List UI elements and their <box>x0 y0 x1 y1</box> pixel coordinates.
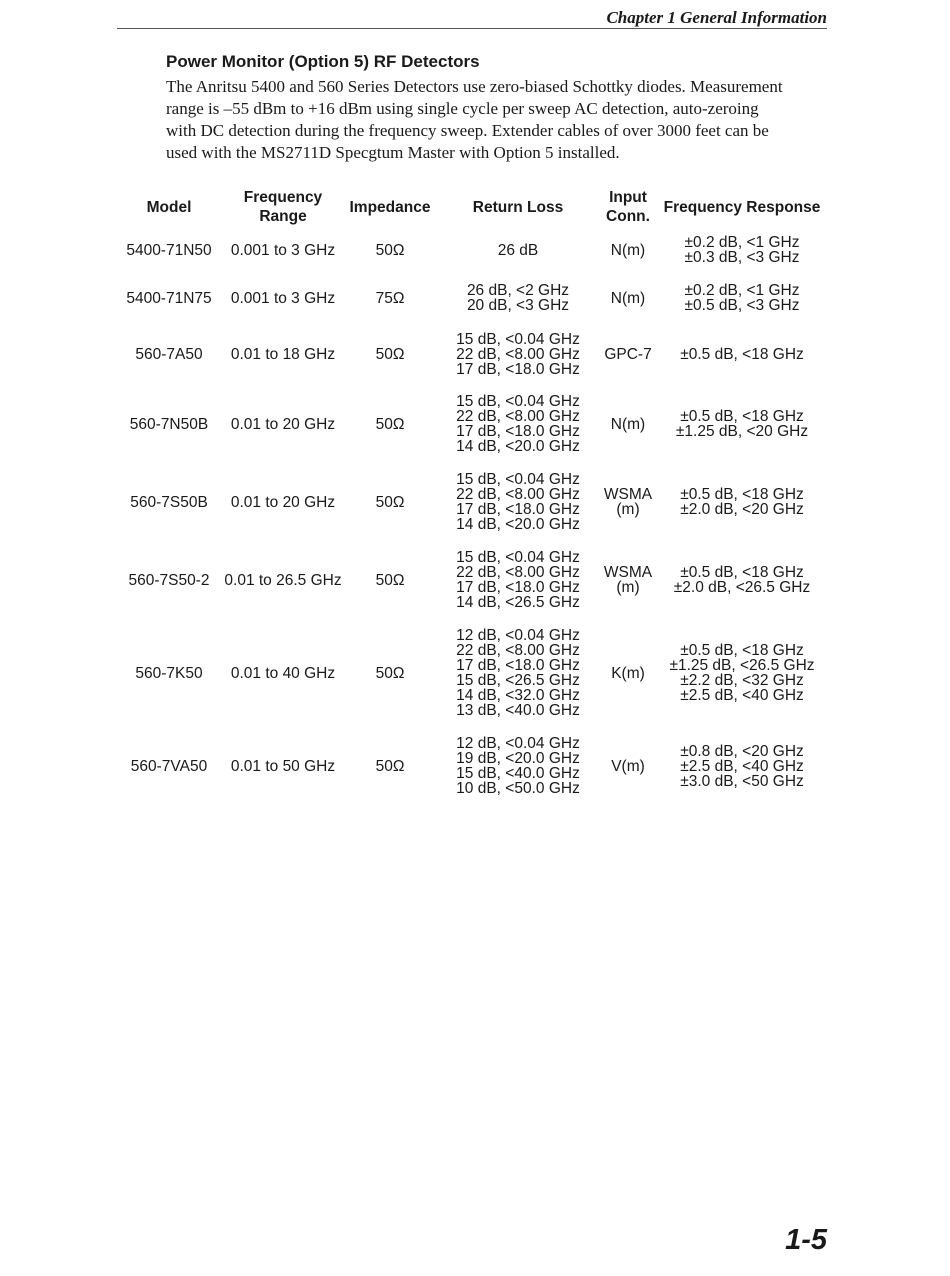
header-model <box>114 198 224 217</box>
cell-model <box>114 495 224 510</box>
cell-return-loss <box>443 628 593 718</box>
cell-text: 0.01 to 40 GHz <box>230 664 336 682</box>
cell-text: 26 dB <box>497 241 539 259</box>
cell-return-loss <box>443 550 593 610</box>
cell-text: 17 dB, <18.0 GHz <box>456 657 580 674</box>
cell-text: 14 dB, <32.0 GHz <box>456 687 580 704</box>
header-text: Conn. <box>606 208 650 225</box>
cell-frequency-range <box>218 759 348 774</box>
cell-text: 560-7VA50 <box>130 757 208 775</box>
cell-text: 15 dB, <26.5 GHz <box>456 672 580 689</box>
cell-text: 14 dB, <20.0 GHz <box>456 516 580 533</box>
cell-frequency-range <box>218 573 348 588</box>
cell-impedance <box>340 347 440 362</box>
cell-text: 50Ω <box>375 757 405 775</box>
cell-text: 12 dB, <0.04 GHz <box>456 627 580 644</box>
cell-text: ±0.2 dB, <1 GHz <box>684 282 800 299</box>
cell-text: ±0.5 dB, <18 GHz <box>680 564 804 581</box>
cell-text: 50Ω <box>375 664 405 682</box>
header-frequency-range <box>218 188 348 226</box>
cell-text: ±2.5 dB, <40 GHz <box>680 757 804 775</box>
cell-text: 50Ω <box>375 241 405 259</box>
cell-text: 10 dB, <50.0 GHz <box>456 780 580 797</box>
cell-model <box>114 759 224 774</box>
cell-text: GPC-7 <box>604 345 652 363</box>
cell-text: 15 dB, <0.04 GHz <box>456 471 580 488</box>
cell-return-loss <box>443 283 593 313</box>
cell-input-conn <box>593 487 663 517</box>
cell-text: 0.01 to 26.5 GHz <box>224 571 342 589</box>
cell-frequency-response <box>657 643 827 703</box>
header-frequency-response <box>657 198 827 217</box>
header-text: Input <box>609 189 647 206</box>
cell-return-loss <box>443 472 593 532</box>
intro-line: used with the MS2711D Specgtum Master with Option 5 installed. <box>166 143 620 162</box>
cell-text: ±0.8 dB, <20 GHz <box>680 742 804 760</box>
cell-model <box>114 291 224 306</box>
cell-text: ±2.0 dB, <20 GHz <box>680 501 804 518</box>
cell-text: ±0.5 dB, <18 GHz <box>680 408 804 425</box>
cell-text: 17 dB, <18.0 GHz <box>456 423 580 440</box>
cell-text: 5400-71N50 <box>126 241 212 259</box>
cell-text: 0.001 to 3 GHz <box>230 241 336 259</box>
header-input-conn <box>593 188 663 226</box>
cell-text: 17 dB, <18.0 GHz <box>456 360 580 378</box>
cell-text: ±2.0 dB, <26.5 GHz <box>673 579 811 596</box>
cell-text: WSMA <box>603 564 653 581</box>
cell-text: 50Ω <box>375 415 405 433</box>
cell-text: 560-7K50 <box>135 664 203 682</box>
cell-impedance <box>340 759 440 774</box>
cell-text: 50Ω <box>375 493 405 511</box>
cell-text: 0.01 to 50 GHz <box>230 757 336 775</box>
cell-text: 22 dB, <8.00 GHz <box>456 642 580 659</box>
cell-model <box>114 347 224 362</box>
cell-text: ±0.5 dB, <3 GHz <box>684 297 800 314</box>
cell-text: 14 dB, <26.5 GHz <box>456 594 580 611</box>
header-text: Frequency Response <box>663 198 821 216</box>
cell-input-conn <box>593 347 663 362</box>
cell-impedance <box>340 573 440 588</box>
cell-text: ±0.3 dB, <3 GHz <box>684 249 800 266</box>
cell-frequency-range <box>218 495 348 510</box>
cell-impedance <box>340 291 440 306</box>
cell-return-loss <box>443 736 593 796</box>
running-head <box>117 8 827 29</box>
cell-impedance <box>340 243 440 258</box>
cell-text: ±1.25 dB, <26.5 GHz <box>669 657 815 674</box>
cell-text: 15 dB, <0.04 GHz <box>456 549 580 566</box>
cell-text: 17 dB, <18.0 GHz <box>456 501 580 518</box>
header-text: Range <box>259 208 307 225</box>
intro-line: The Anritsu 5400 and 560 Series Detectors use zero-biased Schottky diodes. Measurement <box>166 77 783 96</box>
cell-text: (m) <box>616 501 640 518</box>
cell-text: 20 dB, <3 GHz <box>466 297 570 314</box>
cell-frequency-response <box>657 235 827 265</box>
cell-text: 15 dB, <0.04 GHz <box>456 393 580 410</box>
cell-text: 0.01 to 20 GHz <box>230 493 336 511</box>
cell-text: 15 dB, <40.0 GHz <box>456 765 580 782</box>
cell-frequency-response <box>657 409 827 439</box>
cell-input-conn <box>593 291 663 306</box>
cell-return-loss <box>443 243 593 258</box>
cell-text: N(m) <box>610 289 646 307</box>
cell-return-loss <box>443 332 593 377</box>
cell-frequency-response <box>657 283 827 313</box>
cell-text: ±1.25 dB, <20 GHz <box>675 423 809 440</box>
cell-frequency-range <box>218 347 348 362</box>
header-impedance <box>340 198 440 217</box>
section-title: Power Monitor (Option 5) RF Detectors <box>166 52 480 71</box>
cell-text: 22 dB, <8.00 GHz <box>456 408 580 425</box>
cell-text: ±0.2 dB, <1 GHz <box>684 234 800 251</box>
cell-text: 0.001 to 3 GHz <box>230 289 336 307</box>
cell-text: ±0.5 dB, <18 GHz <box>680 642 804 659</box>
cell-text: 19 dB, <20.0 GHz <box>456 750 580 767</box>
cell-text: N(m) <box>610 241 646 259</box>
cell-frequency-range <box>218 666 348 681</box>
cell-text: K(m) <box>611 664 645 682</box>
cell-text: 560-7S50-2 <box>128 571 210 589</box>
cell-input-conn <box>593 243 663 258</box>
cell-text: 560-7N50B <box>129 415 209 433</box>
cell-text: 12 dB, <0.04 GHz <box>456 735 580 752</box>
cell-text: 560-7A50 <box>135 345 203 363</box>
cell-input-conn <box>593 417 663 432</box>
header-text: Frequency <box>243 189 323 206</box>
cell-frequency-range <box>218 291 348 306</box>
cell-text: V(m) <box>611 757 645 775</box>
cell-text: 14 dB, <20.0 GHz <box>456 438 580 455</box>
cell-text: 15 dB, <0.04 GHz <box>456 330 580 348</box>
cell-text: 75Ω <box>375 289 405 307</box>
page-number: 1-5 <box>785 1224 827 1256</box>
cell-text: 0.01 to 20 GHz <box>230 415 336 433</box>
cell-impedance <box>340 666 440 681</box>
cell-input-conn <box>593 666 663 681</box>
cell-text: ±0.5 dB, <18 GHz <box>680 345 804 363</box>
cell-input-conn <box>593 565 663 595</box>
cell-text: 22 dB, <8.00 GHz <box>456 486 580 503</box>
cell-text: 560-7S50B <box>130 493 208 511</box>
cell-text: 0.01 to 18 GHz <box>230 345 336 363</box>
cell-text: WSMA <box>603 486 653 503</box>
header-return-loss <box>443 198 593 217</box>
cell-return-loss <box>443 394 593 454</box>
cell-text: ±0.5 dB, <18 GHz <box>680 486 804 503</box>
cell-model <box>114 243 224 258</box>
cell-text: 26 dB, <2 GHz <box>466 282 570 299</box>
header-text: Model <box>146 198 192 216</box>
cell-frequency-response <box>657 487 827 517</box>
cell-text: 17 dB, <18.0 GHz <box>456 579 580 596</box>
cell-text: ±2.2 dB, <32 GHz <box>680 672 804 689</box>
cell-text: (m) <box>616 579 640 596</box>
cell-text: N(m) <box>610 415 646 433</box>
cell-model <box>114 417 224 432</box>
cell-text: 13 dB, <40.0 GHz <box>456 702 580 719</box>
cell-model <box>114 573 224 588</box>
intro-line: range is –55 dBm to +16 dBm using single cycle per sweep AC detection, auto-zeroing <box>166 99 759 118</box>
intro-line: with DC detection during the frequency sweep. Extender cables of over 3000 feet can be <box>166 121 769 140</box>
cell-input-conn <box>593 759 663 774</box>
header-text: Return Loss <box>472 198 564 216</box>
header-text: Impedance <box>349 198 431 216</box>
cell-text: ±3.0 dB, <50 GHz <box>680 772 804 790</box>
cell-impedance <box>340 495 440 510</box>
chapter-title: Chapter 1 General Information <box>606 8 827 27</box>
intro-paragraph <box>166 76 836 164</box>
cell-impedance <box>340 417 440 432</box>
cell-frequency-range <box>218 417 348 432</box>
cell-text: 22 dB, <8.00 GHz <box>456 564 580 581</box>
cell-text: 50Ω <box>375 345 405 363</box>
cell-frequency-range <box>218 243 348 258</box>
cell-model <box>114 666 224 681</box>
cell-frequency-response <box>657 565 827 595</box>
cell-text: 22 dB, <8.00 GHz <box>456 345 580 363</box>
cell-frequency-response <box>657 347 827 362</box>
cell-text: 5400-71N75 <box>126 289 212 307</box>
cell-text: 50Ω <box>375 571 405 589</box>
cell-frequency-response <box>657 744 827 789</box>
cell-text: ±2.5 dB, <40 GHz <box>680 687 804 704</box>
